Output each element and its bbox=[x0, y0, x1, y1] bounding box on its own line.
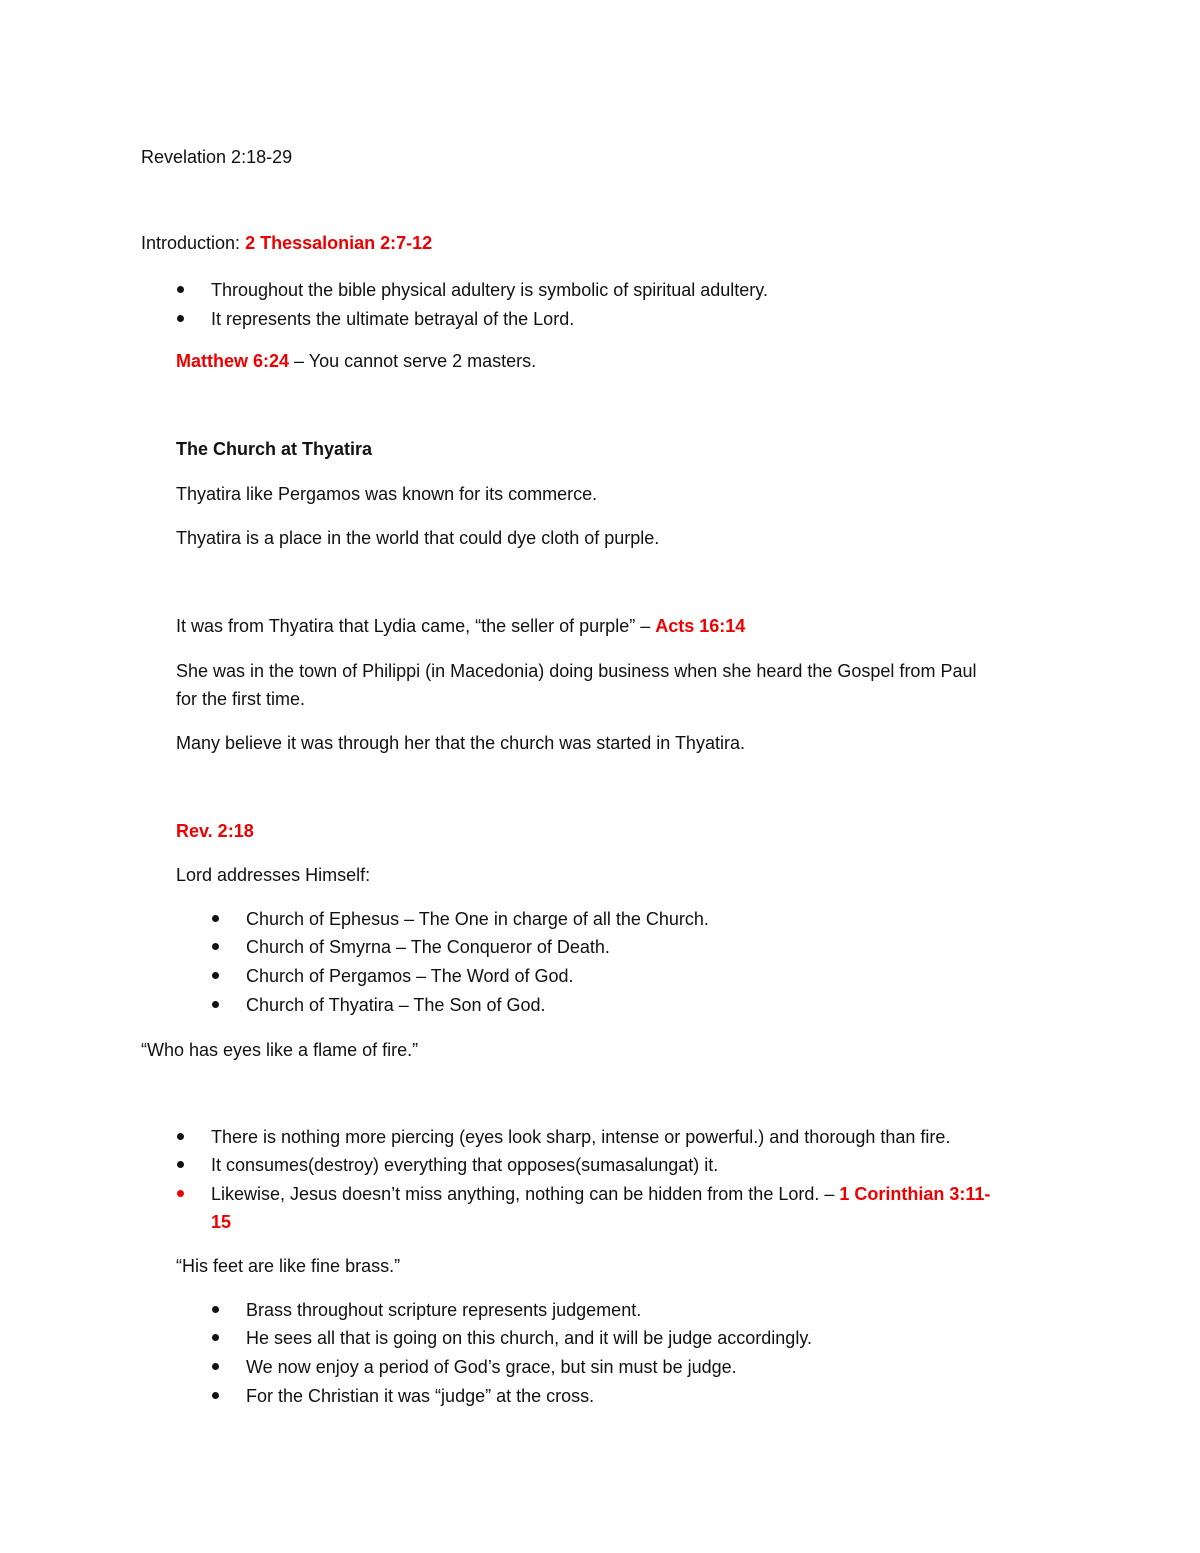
document-title: Revelation 2:18-29 bbox=[141, 147, 293, 167]
bullet-icon bbox=[177, 1190, 184, 1197]
bullet-icon bbox=[212, 1306, 219, 1313]
paragraph: Thyatira is a place in the world that could dye cloth of purple. bbox=[176, 528, 660, 548]
paragraph: Thyatira like Pergamos was known for its commerce. bbox=[176, 484, 598, 504]
bullet-icon bbox=[212, 1001, 219, 1008]
matthew-reference: Matthew 6:24 bbox=[176, 351, 290, 371]
brass-bullet: We now enjoy a period of God’s grace, but sin must be judge. bbox=[246, 1357, 737, 1377]
paragraph: She was in the town of Philippi (in Macedonia) doing business when she heard the Gospel from Paul bbox=[176, 661, 977, 681]
intro-label: Introduction: bbox=[141, 233, 246, 253]
eyes-bullet: It consumes(destroy) everything that opposes(sumasalungat) it. bbox=[211, 1155, 719, 1175]
bullet-icon bbox=[212, 1363, 219, 1370]
bullet-icon bbox=[212, 943, 219, 950]
eyes-quote: “Who has eyes like a flame of fire.” bbox=[141, 1040, 419, 1060]
eyes-bullet: There is nothing more piercing (eyes look sharp, intense or powerful.) and thorough than fire. bbox=[211, 1127, 951, 1147]
church-bullet: Church of Smyrna – The Conqueror of Death. bbox=[246, 937, 610, 957]
intro-bullet: Throughout the bible physical adultery is symbolic of spiritual adultery. bbox=[211, 280, 768, 300]
bullet-icon bbox=[212, 972, 219, 979]
matthew-text: – You cannot serve 2 masters. bbox=[289, 351, 537, 371]
paragraph: Lord addresses Himself: bbox=[176, 865, 371, 885]
lydia-line bbox=[176, 612, 745, 640]
lydia-text: It was from Thyatira that Lydia came, “the seller of purple” – bbox=[176, 616, 656, 636]
acts-reference: Acts 16:14 bbox=[655, 616, 746, 636]
bullet-icon bbox=[212, 915, 219, 922]
intro-bullet: It represents the ultimate betrayal of the Lord. bbox=[211, 309, 575, 329]
brass-bullet: Brass throughout scripture represents judgement. bbox=[246, 1300, 642, 1320]
feet-quote: “His feet are like fine brass.” bbox=[176, 1256, 401, 1276]
rev-reference: Rev. 2:18 bbox=[176, 821, 254, 841]
bullet-icon bbox=[177, 286, 184, 293]
paragraph: for the first time. bbox=[176, 689, 306, 709]
bullet-icon bbox=[177, 1133, 184, 1140]
likewise-text: Likewise, Jesus doesn’t miss anything, nothing can be hidden from the Lord. – bbox=[211, 1184, 840, 1204]
corinthian-reference-cont: 15 bbox=[211, 1212, 232, 1232]
brass-bullet: He sees all that is going on this church, and it will be judge accordingly. bbox=[246, 1328, 812, 1348]
intro-line bbox=[141, 229, 432, 257]
bullet-icon bbox=[177, 1161, 184, 1168]
intro-reference: 2 Thessalonian 2:7-12 bbox=[245, 233, 433, 253]
section-heading: The Church at Thyatira bbox=[176, 439, 373, 459]
church-bullet: Church of Pergamos – The Word of God. bbox=[246, 966, 574, 986]
bullet-icon bbox=[212, 1334, 219, 1341]
corinthian-reference: 1 Corinthian 3:11- bbox=[839, 1184, 991, 1204]
matthew-line bbox=[176, 347, 536, 375]
likewise-line bbox=[211, 1180, 990, 1208]
church-bullet: Church of Ephesus – The One in charge of all the Church. bbox=[246, 909, 709, 929]
paragraph: Many believe it was through her that the church was started in Thyatira. bbox=[176, 733, 745, 753]
brass-bullet: For the Christian it was “judge” at the cross. bbox=[246, 1386, 595, 1406]
church-bullet: Church of Thyatira – The Son of God. bbox=[246, 995, 546, 1015]
bullet-icon bbox=[212, 1392, 219, 1399]
bullet-icon bbox=[177, 315, 184, 322]
